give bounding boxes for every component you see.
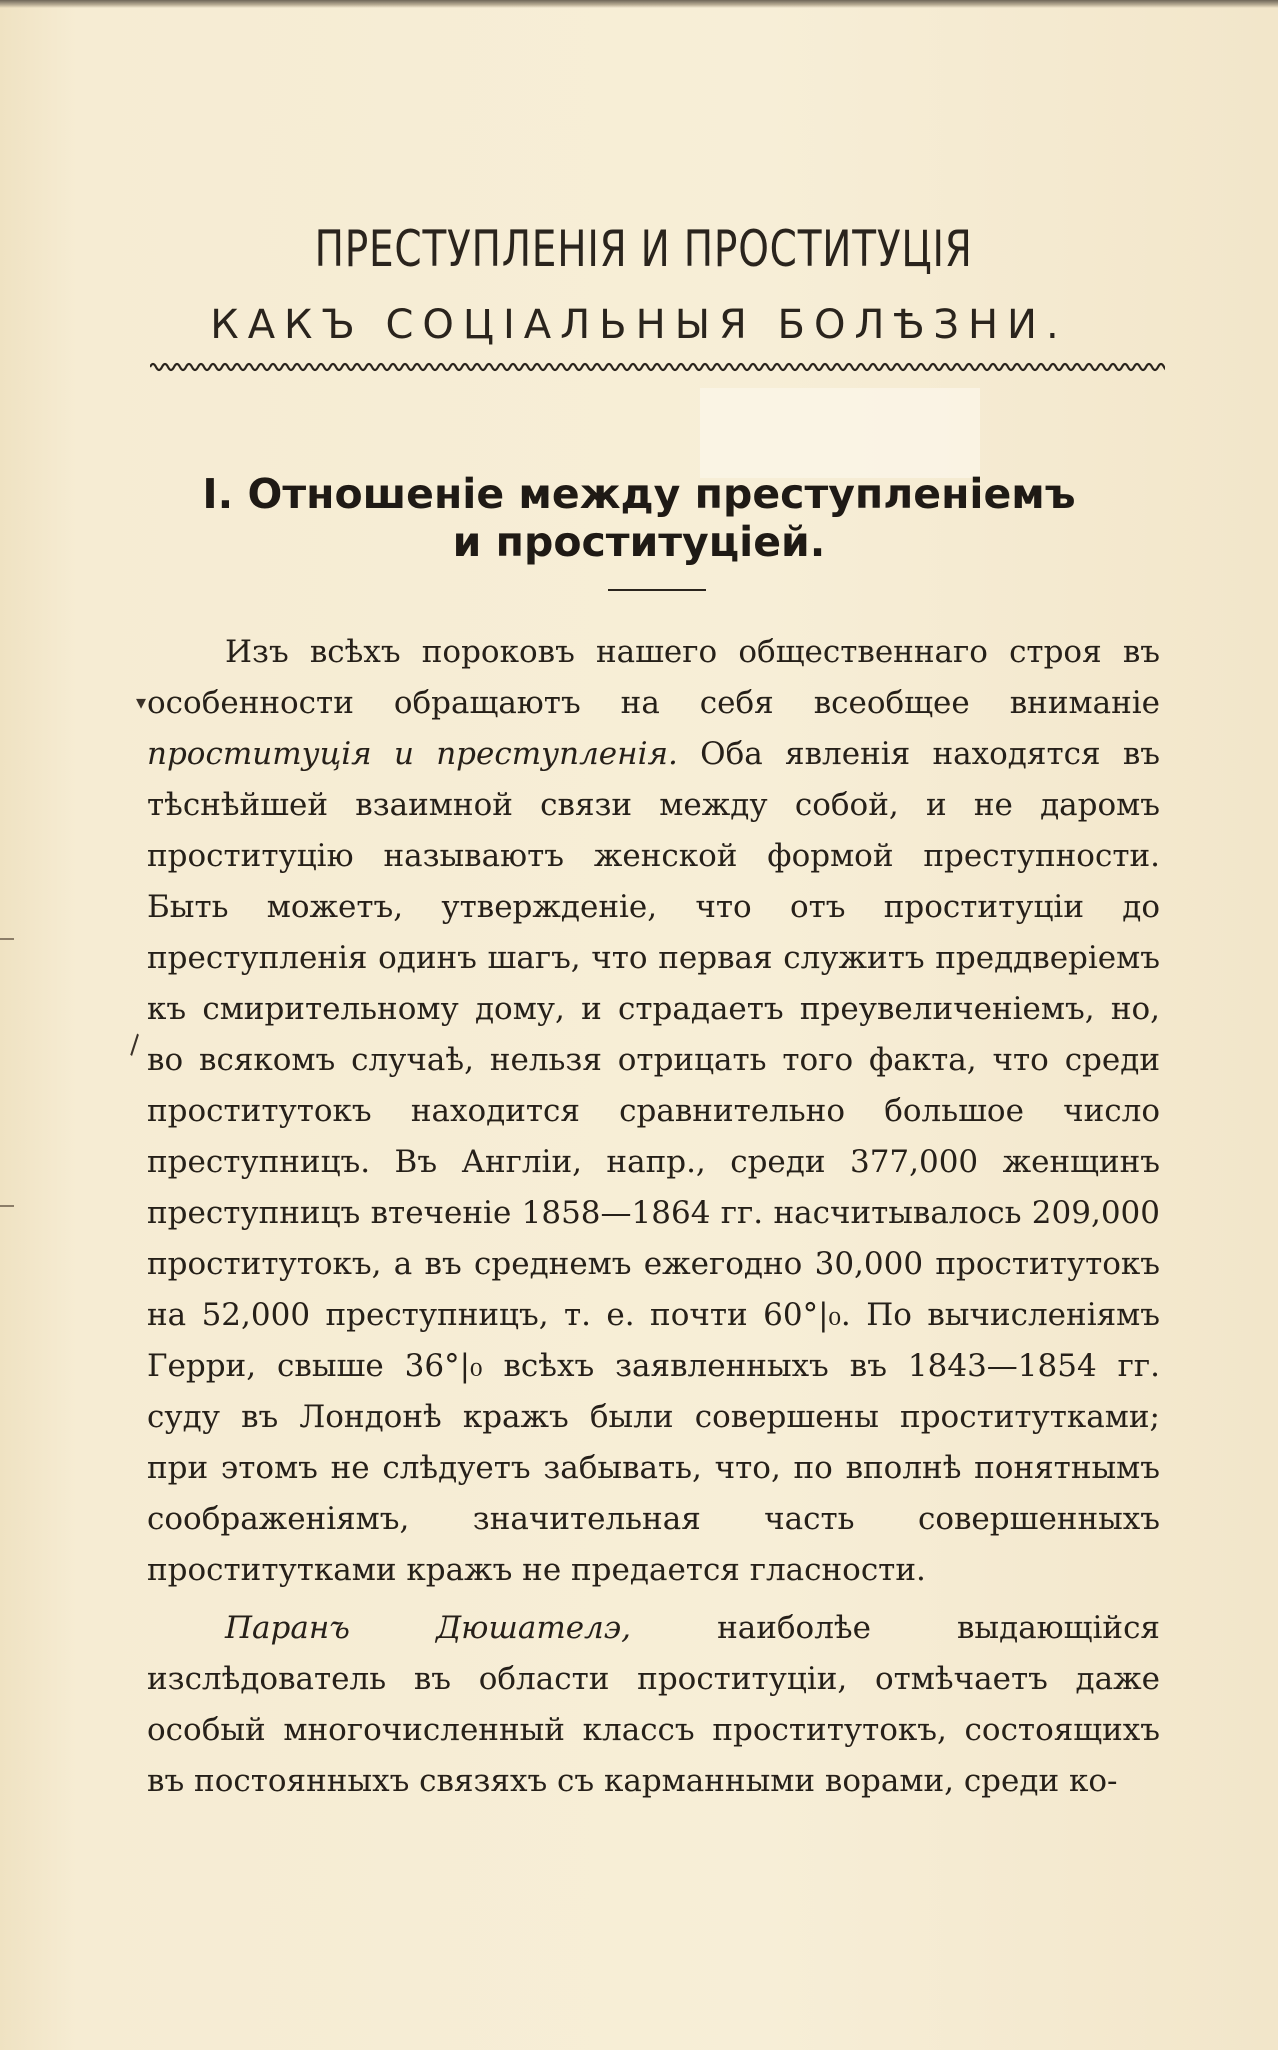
- section-heading-line-1: I. Отношеніе между преступленіемъ: [202, 470, 1076, 518]
- margin-mark: [0, 938, 14, 940]
- body-text: [147, 627, 1160, 1807]
- pencil-mark: \: [122, 1030, 147, 1060]
- section-heading-line-2: и проституціей.: [452, 518, 826, 566]
- paragraph-2-text-b: наиболѣе выдающійся изслѣдователь въ области проституціи, отмѣчаетъ даже особый многочисленный классъ проститутокъ, состоящихъ въ постоянныхъ связяхъ съ карманными ворами, среди ко-: [147, 1610, 1160, 1799]
- section-rule: [608, 589, 706, 591]
- section-heading: [0, 470, 1278, 566]
- paragraph-1: [147, 627, 1160, 1596]
- pencil-mark: ▾: [136, 690, 147, 714]
- paper-smudge: [700, 388, 980, 478]
- wavy-rule: [150, 358, 1165, 376]
- margin-mark: [0, 1205, 14, 1207]
- paragraph-1-text-a: Изъ всѣхъ пороковъ нашего общественнаго строя въ особенности обращаютъ на себя всеобщее вниманіе: [147, 634, 1160, 721]
- page-top-edge: [0, 0, 1278, 8]
- paragraph-2-italic: Паранъ Дюшателэ,: [225, 1610, 632, 1646]
- paragraph-2: [147, 1603, 1160, 1807]
- title-line-1: ПРЕСТУПЛЕНІЯ И ПРОСТИТУЦІЯ: [314, 220, 973, 278]
- paragraph-1-text-b: Оба явленія находятся въ тѣснѣйшей взаимной связи между собой, и не даромъ проституцію называютъ женской формой преступности. Быть можетъ, утвержденіе, что отъ проституціи до преступленія одинъ шагъ, что первая служитъ преддверіемъ къ смирительному дому, и страдаетъ преувеличеніемъ, но, во всякомъ случаѣ, нельзя отрицать того факта, что среди проститутокъ находится сравнительно большое число преступницъ. Въ Англіи, напр., среди 377,000 женщинъ преступницъ втеченіе 1858—1864 гг. насчитывалось 209,000 проститутокъ, а въ среднемъ ежегодно 30,000 проститутокъ на 52,000 преступницъ, т. е. почти 60°|₀. По вычисленіямъ Герри, свыше 36°|₀ всѣхъ заявленныхъ въ 1843—1854 гг. суду въ Лондонѣ кражъ были совершены проститутками; при этомъ не слѣдуетъ забывать, что, по вполнѣ понятнымъ соображеніямъ, значительная часть совершенныхъ проститутками кражъ не предается гласности.: [147, 736, 1160, 1588]
- title-line-2: КАКЪ СОЦІАЛЬНЫЯ БОЛѢЗНИ.: [210, 302, 1068, 348]
- paragraph-1-italic: проституція и преступленія.: [147, 736, 678, 772]
